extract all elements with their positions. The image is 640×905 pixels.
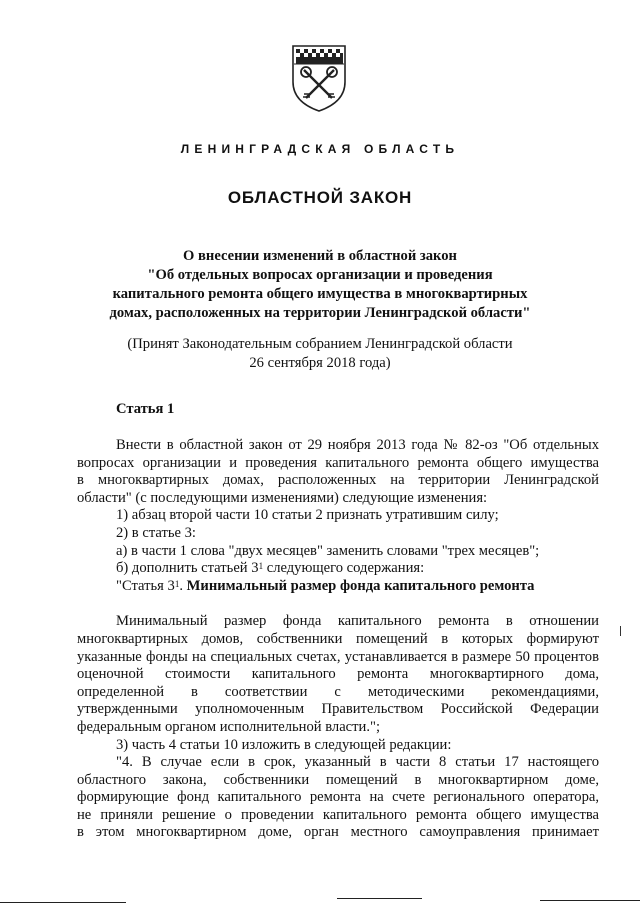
law-title-line: О внесении изменений в областной закон xyxy=(183,248,457,264)
list-item: 3) часть 4 статьи 10 изложить в следующей редакции: xyxy=(116,736,452,753)
min-fund-line: федеральным органом исполнительной власти."; xyxy=(77,718,380,735)
min-fund-line: Минимальный размер фонда капитального ремонта в отношении xyxy=(116,613,599,630)
min-fund-line: утвержденными уполномоченным Правительством Российской Федерации xyxy=(77,701,599,718)
min-fund-line: указанные фонды на специальных счетах, устанавливается в размере 50 процентов xyxy=(77,648,599,665)
superscript: 1 xyxy=(258,561,264,572)
new-article-title: Минимальный размер фонда капитального ремонта xyxy=(186,577,535,594)
new-article-heading xyxy=(77,578,599,596)
min-fund-line: определенной в соответствии с методическими рекомендациями, xyxy=(77,683,599,700)
list-item: 2) в статье 3: xyxy=(116,524,196,541)
article-body xyxy=(77,437,599,842)
new-article-dot: . xyxy=(179,577,187,594)
coat-of-arms-emblem xyxy=(286,40,352,114)
min-fund-line: оценочной стоимости капитального ремонта многоквартирного дома, xyxy=(77,666,599,683)
law-title-line: домах, расположенных на территории Ленинградской области" xyxy=(109,305,531,321)
list-item: 1) абзац второй части 10 статьи 2 признать утратившим силу; xyxy=(116,507,499,524)
part4-line: не приняли решение о проведении капитального ремонта общего имущества xyxy=(77,806,599,823)
law-title-line: капитального ремонта общего имущества в многоквартирных xyxy=(112,286,528,302)
paragraph-gap xyxy=(77,595,599,613)
part4-line: в этом многоквартирном доме, орган местного самоуправления принимает xyxy=(77,824,599,841)
intro-line: вопросах организации и проведения капитального ремонта общего имущества xyxy=(77,454,599,471)
superscript: 1 xyxy=(174,578,180,589)
adoption-note-line: 26 сентября 2018 года) xyxy=(249,355,391,371)
adoption-note xyxy=(90,335,550,373)
footer-rule xyxy=(0,902,126,903)
part4-line: областного закона, собственники помещений в многоквартирном доме, xyxy=(77,771,599,788)
list-item-text: следующего содержания: xyxy=(263,560,425,577)
region-name: ЛЕНИНГРАДСКАЯ ОБЛАСТЬ xyxy=(180,142,460,156)
list-item xyxy=(77,560,599,578)
footer-rule xyxy=(540,900,640,901)
article-heading: Статья 1 xyxy=(116,401,175,417)
adoption-note-line: (Принят Законодательным собранием Ленинградской области xyxy=(127,336,513,352)
law-title xyxy=(90,247,550,323)
margin-mark xyxy=(620,626,621,636)
law-title-line: "Об отдельных вопросах организации и проведения xyxy=(147,267,493,283)
part4-line: формирующие фонд капитального ремонта на счете регионального оператора, xyxy=(77,789,599,806)
min-fund-line: многоквартирных домов, собственники помещений в которых формируют xyxy=(77,630,599,647)
list-item-text: б) дополнить статьей 3 xyxy=(116,560,259,577)
intro-line: Внести в областной закон от 29 ноября 2013 года № 82-оз "Об отдельных xyxy=(116,437,599,453)
footer-rule xyxy=(337,898,422,899)
intro-line: области" (с последующими изменениями) следующие изменения: xyxy=(77,489,488,506)
intro-line: в многоквартирных домах, расположенных на территории Ленинградской xyxy=(77,472,599,489)
part4-line: "4. В случае если в срок, указанный в части 8 статьи 17 настоящего xyxy=(116,754,599,771)
law-type-heading: ОБЛАСТНОЙ ЗАКОН xyxy=(227,188,413,207)
list-item: а) в части 1 слова "двух месяцев" заменить словами "трех месяцев"; xyxy=(116,542,540,559)
new-article-prefix: "Статья 3 xyxy=(116,577,175,594)
